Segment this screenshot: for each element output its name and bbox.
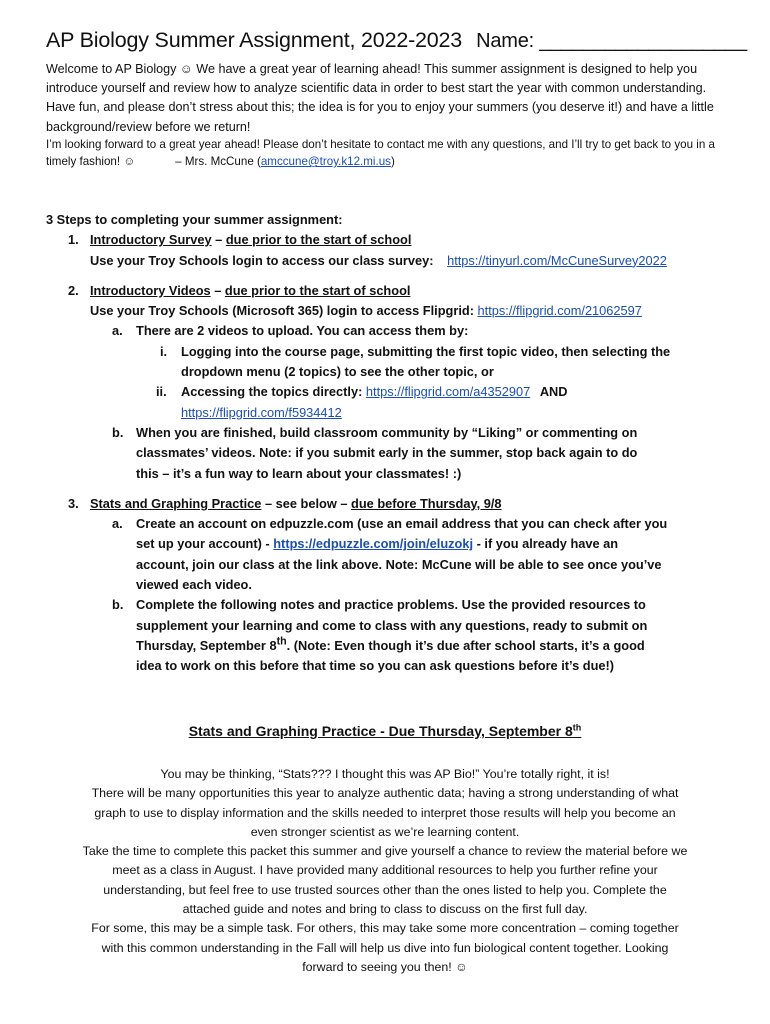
steps-heading: 3 Steps to completing your summer assignment: — [46, 212, 343, 227]
body-line: You may be thinking, “Stats??? I thought this was AP Bio!” You’re totally right, it is! — [160, 767, 610, 781]
body-line: attached guide and notes and bring to class to discuss on the first full day. — [182, 902, 588, 917]
step-2b-line2: classmates’ videos. Note: if you submit early in the summer, stop back again to do — [136, 445, 638, 461]
email-link[interactable]: amccune@troy.k12.mi.us — [260, 155, 391, 168]
body-line: forward to seeing you then! ☺ — [302, 959, 468, 974]
flipgrid-link[interactable]: https://flipgrid.com/21062597 — [477, 303, 642, 319]
step-3a-line1: Create an account on edpuzzle.com (use an email address that you can check after you — [136, 516, 668, 532]
survey-link[interactable]: https://tinyurl.com/McCuneSurvey2022 — [447, 252, 667, 268]
edpuzzle-link[interactable]: https://edpuzzle.com/join/eluzokj — [273, 536, 474, 552]
step-3-mid: – see below – — [261, 495, 352, 511]
step-3-number: 3. — [68, 495, 79, 511]
step-1-title-row — [46, 230, 736, 250]
step-3b — [46, 595, 736, 615]
step-2-number: 2. — [68, 282, 79, 298]
step-2a-label: a. — [112, 323, 123, 339]
contact-text: I’m looking forward to a great year ahead! Please don’t hesitate to contact me with any questions, and I’ll try to get back to you in a timely fashion! ☺ — [46, 138, 715, 168]
step-2-instructions — [46, 301, 736, 321]
step-2-due: due prior to the start of school — [224, 282, 411, 298]
step-2a-ii-link-row — [46, 403, 736, 423]
flipgrid-topic-link-1[interactable]: https://flipgrid.com/a4352907 — [365, 384, 531, 400]
step-1-instructions — [46, 251, 736, 271]
step-3-title-row — [46, 494, 736, 514]
page-title-row — [46, 28, 747, 53]
step-2a-i-line1: Logging into the course page, submitting the first topic video, then selecting the — [181, 343, 671, 359]
contact-paragraph — [46, 136, 736, 170]
name-field-label: Name: ___________________ — [476, 30, 747, 52]
step-1-number: 1. — [68, 232, 79, 248]
step-1-dash: – — [211, 232, 226, 248]
step-2a-ii-label: ii. — [156, 384, 167, 400]
body-line: with this common understanding in the Fall will help us dive into fun biological content together. Looking — [101, 940, 669, 955]
step-2a-i-label: i. — [160, 343, 168, 359]
step-2b-line3: this – it’s a fun way to learn about your classmates! :) — [136, 465, 462, 481]
flipgrid-topic-link-2[interactable]: https://flipgrid.com/f5934412 — [181, 404, 342, 420]
step-3a-line4: viewed each video. — [136, 577, 252, 593]
step-2a — [46, 321, 736, 341]
step-2b — [46, 423, 736, 443]
body-line: graph to use to display information and the skills needed to interpret those results will help you become an — [94, 805, 676, 820]
step-2a-ii-text: Accessing the topics directly: — [181, 384, 363, 400]
body-line: understanding, but feel free to use trusted sources other than the ones listed to help you. Complete the — [103, 882, 667, 897]
step-2a-ii — [46, 382, 736, 402]
step-3a-label: a. — [112, 516, 123, 532]
step-3b-line3-sup: th — [276, 635, 287, 648]
step-2b-label: b. — [112, 424, 124, 440]
section-title-text: Stats and Graphing Practice - Due Thursday, September 8 — [188, 723, 573, 739]
step-2-dash: – — [210, 282, 225, 298]
step-2b-line1: When you are finished, build classroom community by “Liking” or commenting on — [136, 424, 638, 440]
step-3a-line2-post: - if you already have an — [473, 536, 619, 552]
step-2a-text: There are 2 videos to upload. You can access them by: — [136, 323, 469, 339]
section-body — [40, 765, 730, 977]
body-line: There will be many opportunities this year to analyze authentic data; having a strong understanding of what — [91, 786, 679, 801]
step-1-due: due prior to the start of school — [225, 232, 412, 248]
step-3b-line3 — [46, 636, 736, 656]
step-3a-line3: account, join our class at the link above. Note: McCune will be able to see once you’ve — [136, 556, 662, 572]
welcome-paragraph: Welcome to AP Biology ☺ We have a great year of learning ahead! This summer assignment is designed to help you introduce yourself and review how to analyze scientific data in order to best start the year with common understanding. Have fun, and please don’t stress about this; the idea is for you to enjoy your summers (you deserve it!) and have a little background/review before we return! — [46, 62, 714, 134]
section-title-sup: th — [572, 722, 582, 733]
page-title: AP Biology Summer Assignment, 2022-2023 — [46, 28, 463, 52]
step-2-title: Introductory Videos — [90, 282, 211, 298]
step-3-due: due before Thursday, 9/8 — [351, 495, 502, 511]
body-line: Take the time to complete this packet this summer and give yourself a chance to review the material before we — [82, 844, 688, 859]
step-3a — [46, 514, 736, 534]
section-title — [0, 723, 770, 739]
step-2-title-row — [46, 281, 736, 301]
step-3a-line2 — [46, 534, 736, 554]
steps-list — [46, 210, 736, 677]
signature-suffix: ) — [390, 155, 395, 168]
step-1-line2: Use your Troy Schools login to access our class survey: — [90, 252, 434, 268]
step-3b-label: b. — [112, 597, 124, 613]
step-3a-line2-pre: set up your account) - — [136, 536, 274, 552]
step-3-title: Stats and Graphing Practice — [90, 495, 262, 511]
signature-prefix: – Mrs. McCune ( — [175, 155, 261, 168]
step-3b-line3-post: . (Note: Even though it’s due after school starts, it’s a good — [286, 637, 645, 653]
step-2a-ii-and: AND — [539, 384, 568, 400]
step-3b-line1: Complete the following notes and practice problems. Use the provided resources to — [136, 597, 646, 613]
step-3b-line2: supplement your learning and come to class with any questions, ready to submit on — [136, 617, 648, 633]
step-2a-i-line2: dropdown menu (2 topics) to see the other topic, or — [181, 364, 494, 380]
step-1-title: Introductory Survey — [90, 232, 212, 248]
body-line: For some, this may be a simple task. For others, this may take some more concentration – coming together — [91, 921, 679, 936]
body-line: even stronger scientist as we’re learning content. — [250, 824, 520, 839]
step-2a-i — [46, 342, 736, 362]
body-line: meet as a class in August. I have provided many additional resources to help you further refine your — [112, 863, 658, 878]
step-3b-line4: idea to work on this before that time so you can ask questions before it’s due!) — [136, 658, 615, 674]
step-3b-line3-pre: Thursday, September 8 — [136, 637, 277, 653]
step-2-line2: Use your Troy Schools (Microsoft 365) login to access Flipgrid: — [90, 303, 474, 319]
